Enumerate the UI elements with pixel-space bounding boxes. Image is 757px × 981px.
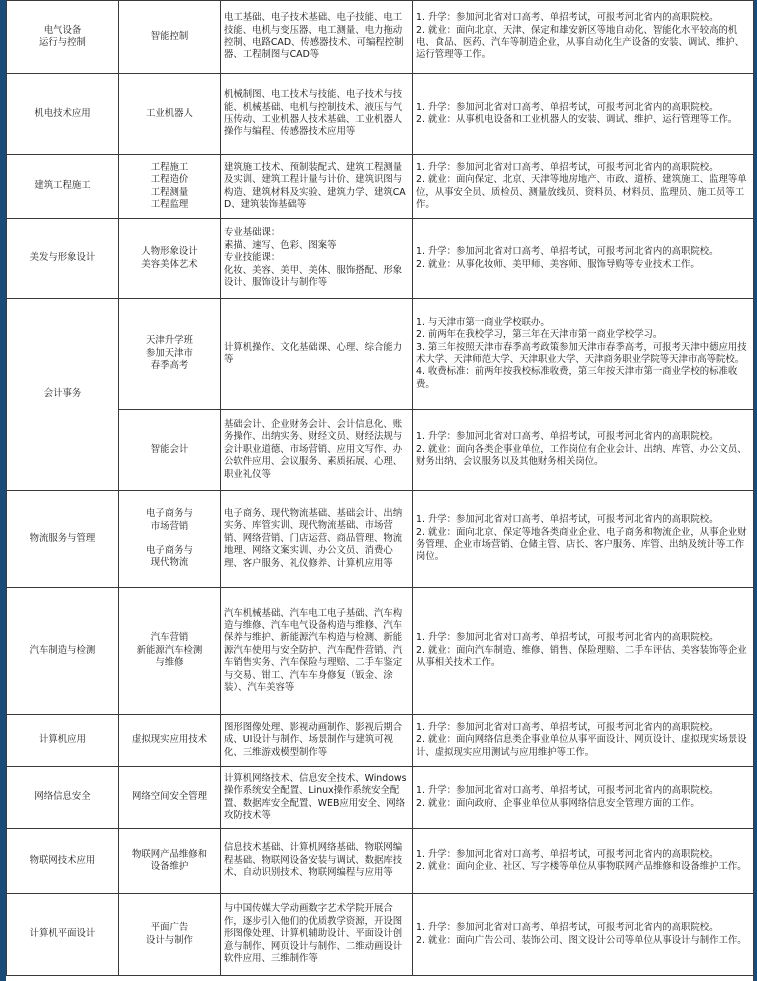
- program-cell: 计算机应用: [7, 715, 119, 767]
- program-cell: 建筑工程施工: [7, 155, 119, 219]
- courses-cell: 电子商务、现代物流基础、基础会计、出纳实务、库管实训、现代物流基础、市场营销、网络营销、门店运营、商品管理、物流地理、网络文案实训、办公文员、消费心理、客户服务、礼仪修养、计算机应用等: [221, 491, 413, 588]
- direction-cell: 工程施工 工程造价 工程测量 工程监理: [119, 155, 221, 219]
- courses-cell: 图形图像处理、影视动画制作、影视后期合成、UI设计与制作、场景制作与建筑可视化、三维游戏模型制作等: [221, 715, 413, 767]
- outlook-cell: 1. 升学：参加河北省对口高考、单招考试，可报考河北省内的高职院校。 2. 就业：面向保定、北京、天津等地房地产、市政、道桥、建筑施工、监理等单位，从事安全员、质检员、测量放线员、资料员、材料员、监理员、施工员等工作。: [413, 155, 754, 219]
- program-cell: 会计事务: [7, 299, 119, 491]
- direction-cell: 人物形象设计 美容美体艺术: [119, 219, 221, 299]
- outlook-cell: 1. 与天津市第一商业学校联办。 2. 前两年在我校学习，第三年在天津市第一商业学校学习。 3. 第三年按照天津市春季高考政策参加天津市春季高考，可报考天津中德应用技术大学、天津师范大学、天津职业大学、天津商务职业学院等天津市高等院校。 4. 收费标准：前两年按我校标准收费，第三年按天津市第一商业学校的标准收费。: [413, 299, 754, 410]
- outlook-cell: 1. 升学：参加河北省对口高考、单招考试，可报考河北省内的高职院校。 2. 就业：面向各类企事业单位，工作岗位有企业会计、出纳、库管、办公文员、财务出纳、会议服务以及其他财务相关岗位。: [413, 410, 754, 491]
- courses-cell: 信息技术基础、计算机网络基础、物联网编程基础、物联网设备安装与调试、数据库技术、自动识别技术、物联网编程与应用等: [221, 829, 413, 894]
- courses-cell: 电工基础、电子技术基础、电子技能、电工技能、电机与变压器、电工测量、电力拖动控制、电路CAD、传感器技术、可编程控制器、工程制图与CAD等: [221, 1, 413, 74]
- direction-cell: 电子商务与 市场营销 电子商务与 现代物流: [119, 491, 221, 588]
- outlook-cell: 1. 升学：参加河北省对口高考、单招考试，可报考河北省内的高职院校。 2. 就业：面向网络信息类企事业单位从事平面设计、网页设计、虚拟现实场景设计、虚拟现实应用测试与应用维护等工作。: [413, 715, 754, 767]
- outlook-cell: 1. 升学：参加河北省对口高考、单招考试，可报考河北省内的高职院校。 2. 就业：面向北京、保定等地各类商业企业、电子商务和物流企业，从事企业财务管理、企业市场营销、仓储主管、店长、客户服务、库管、出纳及统计等工作岗位。: [413, 491, 754, 588]
- courses-cell: 基础会计、企业财务会计、会计信息化、账务操作、出纳实务、财经文员、财经法规与会计职业道德、市场营销、应用文写作、办公软件应用、会议服务、素质拓展、心理、职业礼仪等: [221, 410, 413, 491]
- program-cell: 计算机平面设计: [7, 894, 119, 976]
- table-row: [7, 491, 754, 588]
- table-row: [7, 219, 754, 299]
- courses-cell: 建筑施工技术、预制装配式、建筑工程测量及实训、建筑工程计量与计价、建筑识图与构造、建筑材料及实验、建筑力学、建筑CAD、建筑装饰基础等: [221, 155, 413, 219]
- table-row: [7, 829, 754, 894]
- courses-cell: 计算机操作、文化基础课、心理、综合能力等: [221, 299, 413, 410]
- direction-cell: 智能会计: [119, 410, 221, 491]
- outlook-cell: 1. 升学：参加河北省对口高考、单招考试，可报考河北省内的高职院校。 2. 就业：面向汽车制造、维修、销售、保险理赔、二手车评估、美容装饰等企业从事相关技术工作。: [413, 588, 754, 715]
- table-row: [7, 155, 754, 219]
- program-cell: 机电技术应用: [7, 74, 119, 155]
- direction-cell: 平面广告 设计与制作: [119, 894, 221, 976]
- courses-cell: 专业基础课： 素描、速写、色彩、图案等 专业技能课： 化妆、美容、美甲、美体、服饰搭配、形象设计、服饰设计与制作等: [221, 219, 413, 299]
- direction-cell: 网络空间安全管理: [119, 767, 221, 829]
- table-row: [7, 588, 754, 715]
- courses-cell: 与中国传媒大学动画数字艺术学院开展合作，逐步引入他们的优质教学资源，开设图形图像处理、计算机辅助设计、平面设计创意与制作、网页设计与制作、二维动画设计软件应用、三维制作等: [221, 894, 413, 976]
- courses-cell: 机械制图、电工技术与技能、电子技术与技能、机械基础、电机与控制技术、液压与气压传动、工业机器人技术基础、工业机器人操作与编程、传感器技术应用等: [221, 74, 413, 155]
- outlook-cell: 1. 升学：参加河北省对口高考、单招考试，可报考河北省内的高职院校。 2. 就业：面向政府、企事业单位从事网络信息安全管理方面的工作。: [413, 767, 754, 829]
- outlook-cell: 1. 升学：参加河北省对口高考、单招考试，可报考河北省内的高职院校。 2. 就业：面向企业、社区、写字楼等单位从事物联网产品维修和设备维护工作。: [413, 829, 754, 894]
- table-row: [7, 894, 754, 976]
- program-cell: 美发与形象设计: [7, 219, 119, 299]
- table-row: [7, 715, 754, 767]
- direction-cell: 工业机器人: [119, 74, 221, 155]
- outlook-cell: 1. 升学：参加河北省对口高考、单招考试，可报考河北省内的高职院校。 2. 就业：面向北京、天津、保定和雄安新区等地自动化、智能化水平较高的机电、食品、医药、汽车等制造企业，从事自动化生产设备的安装、调试、维护、运行管理等工作。: [413, 1, 754, 74]
- table-row: [7, 767, 754, 829]
- table-row: [7, 74, 754, 155]
- program-cell: 物联网技术应用: [7, 829, 119, 894]
- table-row: [7, 1, 754, 74]
- program-cell: 网络信息安全: [7, 767, 119, 829]
- courses-cell: 计算机网络技术、信息安全技术、Windows操作系统安全配置、Linux操作系统安全配置、数据库安全配置、WEB应用安全、网络攻防技术等: [221, 767, 413, 829]
- table-row: [7, 410, 754, 491]
- direction-cell: 汽车营销 新能源汽车检测 与维修: [119, 588, 221, 715]
- program-cell: 电气设备 运行与控制: [7, 1, 119, 74]
- outlook-cell: 1. 升学：参加河北省对口高考、单招考试，可报考河北省内的高职院校。 2. 就业：面向广告公司、装饰公司、图文设计公司等单位从事设计与制作工作。: [413, 894, 754, 976]
- courses-cell: 汽车机械基础、汽车电工电子基础、汽车构造与维修、汽车电气设备构造与维修、汽车保养与维护、新能源汽车构造与检测、新能源汽车使用与安全防护、汽车配件营销、汽车销售实务、汽车保险与理赔、二手车鉴定与交易、钳工、汽车车身修复（钣金、涂装）、汽车美容等: [221, 588, 413, 715]
- program-cell: 汽车制造与检测: [7, 588, 119, 715]
- direction-cell: 智能控制: [119, 1, 221, 74]
- direction-cell: 虚拟现实应用技术: [119, 715, 221, 767]
- outlook-cell: 1. 升学：参加河北省对口高考、单招考试，可报考河北省内的高职院校。 2. 就业：从事机电设备和工业机器人的安装、调试、维护、运行管理等工作。: [413, 74, 754, 155]
- direction-cell: 天津升学班 参加天津市 春季高考: [119, 299, 221, 410]
- program-cell: 物流服务与管理: [7, 491, 119, 588]
- program-table: [6, 0, 754, 976]
- table-row: [7, 299, 754, 410]
- outlook-cell: 1. 升学：参加河北省对口高考、单招考试，可报考河北省内的高职院校。 2. 就业：从事化妆师、美甲师、美容师、服饰导购等专业技术工作。: [413, 219, 754, 299]
- direction-cell: 物联网产品维修和 设备维护: [119, 829, 221, 894]
